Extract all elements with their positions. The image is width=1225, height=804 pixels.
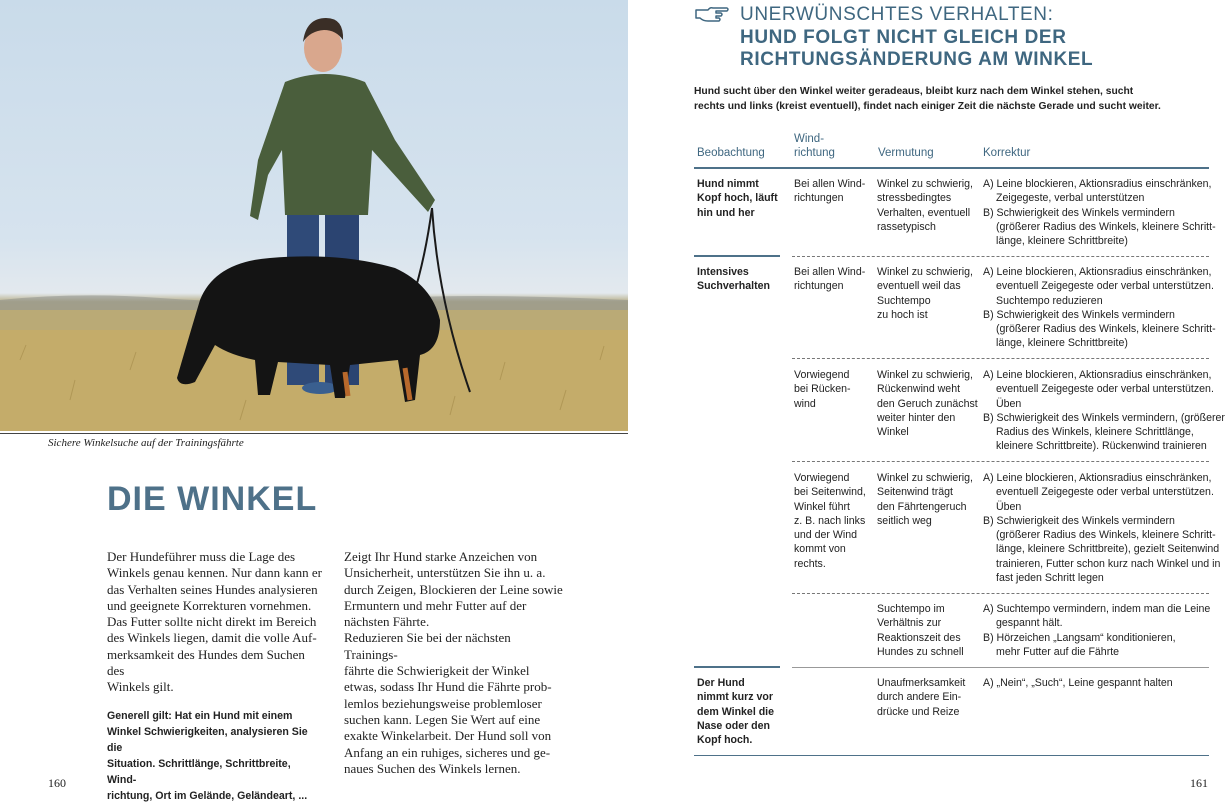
cell-line: Intensives (697, 266, 749, 278)
korrektur-cell (983, 265, 1216, 351)
cell-line: seitlich weg (877, 514, 932, 527)
cell-line: Unaufmerksamkeit (877, 677, 966, 689)
cell-line: Radius des Winkels, kleinere Schrittlänge, (996, 426, 1194, 439)
cell-line: Winkel zu schwierig, (877, 178, 973, 190)
text-line: Ermuntern und mehr Futter auf der (344, 597, 527, 613)
text-line: exakte Winkelarbeit. Der Hund soll von (344, 728, 552, 744)
text-line: Der Hundeführer muss die Lage des (107, 549, 296, 564)
cell-line: Bei allen Wind- (794, 178, 866, 190)
text-line: fährte die Schwierigkeit der Winkel (344, 663, 530, 679)
cell-line: A) „Nein“, „Such“, Leine gespannt halten (983, 677, 1173, 689)
korrektur-cell (983, 471, 1220, 585)
cell-line: weiter hinter den (877, 411, 956, 424)
cell-line: A) Leine blockieren, Aktionsradius einschränken, (983, 369, 1212, 381)
wind-cell (794, 471, 866, 571)
box-title (740, 4, 1093, 72)
cell-line: (größerer Radius des Winkels, kleinere Schritt- (996, 323, 1216, 336)
cell-line: Der Hund (697, 677, 745, 689)
cell-line: Hund nimmt (697, 178, 759, 190)
header-beobachtung: Beobachtung (697, 147, 765, 159)
row-rule (694, 255, 780, 257)
cell-line: bei Rücken- (794, 383, 851, 396)
cell-line: Hundes zu schnell (877, 645, 964, 658)
text-line: des Winkels liegen, damit die volle Auf- (107, 630, 317, 646)
cell-line: B) Hörzeichen „Langsam“ konditionieren, (983, 631, 1176, 644)
cell-line: B) Schwierigkeit des Winkels vermindern, (größerer (983, 411, 1225, 424)
row-rule (792, 593, 1209, 594)
cell-line: richtungen (794, 280, 844, 293)
page-number-right: 161 (1190, 776, 1208, 790)
vermutung-cell (877, 177, 973, 234)
cell-line: B) Schwierigkeit des Winkels vermindern (983, 308, 1175, 321)
cell-line: richtungen (794, 192, 844, 205)
text-line: suchen kann. Legen Sie Wert auf eine (344, 711, 541, 727)
cell-line: Reaktionszeit des (877, 631, 961, 644)
cell-line: den Fährtengeruch (877, 500, 967, 513)
vermutung-cell (877, 265, 973, 322)
cell-line: A) Leine blockieren, Aktionsradius einschränken, (983, 266, 1212, 278)
cell-line: Suchtempo reduzieren (996, 294, 1103, 307)
korrektur-cell (983, 676, 1173, 690)
korrektur-cell (983, 368, 1225, 454)
cell-line: nimmt kurz vor (697, 691, 773, 704)
cell-line: Verhalten, eventuell (877, 206, 971, 219)
text-line: Hund sucht über den Winkel weiter geradeaus, bleibt kurz nach dem Winkel stehen, sucht (694, 86, 1134, 97)
text-line: Winkels genau kennen. Nur dann kann er (107, 565, 322, 581)
cell-line: drücke und Reize (877, 705, 960, 718)
text-line: nächsten Fährte. (344, 614, 430, 630)
cell-line: (größerer Radius des Winkels, kleinere Schritt- (996, 529, 1216, 542)
cell-line: B) Schwierigkeit des Winkels vermindern (983, 514, 1175, 527)
cell-line: eventuell Zeigegeste oder verbal unterstützen. (996, 383, 1214, 396)
pointing-hand-icon (694, 4, 730, 24)
vermutung-cell (877, 602, 964, 659)
intro-text (694, 85, 1199, 114)
text-line: Anfang an ein ruhiges, sicheres und ge- (344, 744, 551, 760)
cell-line: eventuell Zeigegeste oder verbal unterstützen. (996, 486, 1214, 499)
wind-cell (794, 265, 865, 294)
cell-line: Nase oder den (697, 719, 771, 732)
cell-line: bei Seitenwind, (794, 486, 866, 499)
cell-line: rechts. (794, 557, 826, 570)
text-line: Reduzieren Sie bei der nächsten Trainings- (344, 630, 511, 662)
cell-line: Winkel führt (794, 500, 850, 513)
photo-caption: Sichere Winkelsuche auf der Trainingsfährte (48, 437, 244, 449)
row-rule (792, 256, 1209, 257)
header-korrektur: Korrektur (983, 147, 1031, 159)
cell-line: Zeigegeste, verbal unterstützen (996, 192, 1145, 205)
text-line: lemlos beziehungsweise problemloser (344, 695, 542, 711)
cell-line: Verhältnis zur (877, 617, 942, 630)
table-row (697, 265, 770, 294)
cell-line: Suchverhalten (697, 280, 771, 293)
cell-line: eventuell weil das (877, 280, 961, 293)
text-line: rechts und links (kreist eventuell), findet nach einiger Zeit die nächste Gerade und sucht weiter. (694, 100, 1161, 112)
cell-line: Winkel zu schwierig, (877, 369, 973, 381)
table-bottom-rule (694, 755, 1209, 756)
title-line: HUND FOLGT NICHT GLEICH DER (740, 26, 1067, 48)
header-vermutung: Vermutung (878, 147, 934, 159)
cell-line: (größerer Radius des Winkels, kleinere Schritt- (996, 220, 1216, 233)
cell-line: Suchtempo (877, 294, 931, 307)
cell-line: kleinere Schrittbreite). Rückenwind trainieren (996, 440, 1207, 453)
cell-line: rassetypisch (877, 220, 936, 233)
body-column-1 (107, 549, 322, 804)
text-line: merksamkeit des Hundes dem Suchen des (107, 646, 305, 679)
cell-line: A) Leine blockieren, Aktionsradius einschränken, (983, 472, 1212, 484)
cell-line: länge, kleinere Schrittbreite) (996, 235, 1128, 248)
cell-line: mehr Futter auf die Fährte (996, 645, 1120, 658)
text-line: Das Futter sollte nicht direkt im Bereich (107, 614, 317, 630)
photo-handler-with-dog (0, 0, 628, 431)
row-rule (792, 667, 1209, 668)
korrektur-cell (983, 177, 1216, 248)
cell-line: A) Suchtempo vermindern, indem man die Leine (983, 603, 1211, 615)
header-wind-line2: richtung (794, 147, 835, 159)
text-line: Generell gilt: Hat ein Hund mit einem (107, 709, 293, 722)
cell-line: B) Schwierigkeit des Winkels vermindern (983, 206, 1175, 219)
cell-line: durch andere Ein- (877, 691, 962, 704)
section-heading: DIE WINKEL (107, 480, 318, 518)
cell-line: Winkel zu schwierig, (877, 472, 973, 484)
cell-line: Winkel (877, 426, 909, 439)
tip-paragraph (107, 708, 322, 804)
text-line: Winkels gilt. (107, 679, 174, 695)
text-line: durch Zeigen, Blockieren der Leine sowie (344, 581, 563, 597)
text-line: Unsicherheit, unterstützen Sie ihn u. a. (344, 565, 546, 581)
cell-line: Suchtempo im (877, 603, 945, 615)
text-line: Winkel Schwierigkeiten, analysieren Sie die (107, 725, 308, 754)
row-rule (694, 666, 780, 668)
cell-line: kommt von (794, 543, 846, 556)
photo-illustration (0, 0, 628, 431)
wind-cell (794, 368, 851, 411)
cell-line: Winkel zu schwierig, (877, 266, 973, 278)
text-line: und geeignete Korrekturen vornehmen. (107, 597, 312, 613)
cell-line: dem Winkel die (697, 705, 775, 718)
row-rule (792, 461, 1209, 462)
table-row (697, 177, 778, 220)
cell-line: Kopf hoch, läuft (697, 192, 778, 205)
cell-line: Üben (996, 397, 1022, 410)
cell-line: z. B. nach links (794, 514, 866, 527)
cell-line: Rückenwind weht (877, 383, 961, 396)
cell-line: A) Leine blockieren, Aktionsradius einschränken, (983, 178, 1212, 190)
header-wind-line1: Wind- (794, 133, 825, 145)
cell-line: den Geruch zunächst (877, 397, 978, 410)
cell-line: eventuell Zeigegeste oder verbal unterstützen. (996, 280, 1214, 293)
cell-line: zu hoch ist (877, 308, 928, 321)
caption-rule (0, 433, 628, 434)
cell-line: trainieren, Futter schon kurz nach Winkel und in (996, 557, 1221, 570)
cell-line: hin und her (697, 206, 755, 219)
vermutung-cell (877, 368, 978, 439)
title-line: RICHTUNGSÄNDERUNG AM WINKEL (740, 49, 1094, 70)
cell-line: Vorwiegend (794, 369, 850, 381)
cell-line: Vorwiegend (794, 472, 850, 484)
text-line: das Verhalten seines Hundes analysieren (107, 581, 318, 597)
cell-line: wind (794, 397, 816, 410)
text-line: naues Suchen des Winkels lernen. (344, 760, 521, 776)
cell-line: und der Wind (794, 529, 858, 542)
text-line: richtung, Ort im Gelände, Geländeart, ... (107, 789, 308, 802)
cell-line: Bei allen Wind- (794, 266, 866, 278)
page-number-left: 160 (48, 776, 66, 790)
text-line: Zeigt Ihr Hund starke Anzeichen von (344, 549, 538, 564)
text-line: etwas, sodass Ihr Hund die Fährte prob- (344, 679, 552, 695)
cell-line: stressbedingtes (877, 192, 952, 205)
vermutung-cell (877, 676, 965, 719)
korrektur-cell (983, 602, 1210, 659)
cell-line: Seitenwind trägt (877, 486, 953, 499)
text-line: Situation. Schrittlänge, Schrittbreite, Wind- (107, 757, 291, 786)
cell-line: gespannt hält. (996, 617, 1063, 630)
vermutung-cell (877, 471, 973, 528)
title-line: UNERWÜNSCHTES VERHALTEN: (740, 4, 1054, 25)
cell-line: Üben (996, 500, 1022, 513)
row-rule (792, 358, 1209, 359)
cell-line: länge, kleinere Schrittbreite) (996, 337, 1128, 350)
cell-line: fast jeden Schritt legen (996, 572, 1104, 585)
cell-line: länge, kleinere Schrittbreite), gezielt Seitenwind (996, 543, 1220, 556)
cell-line: Kopf hoch. (697, 734, 753, 747)
table-row (697, 676, 774, 747)
body-column-2 (344, 549, 566, 777)
table-header-rule (694, 167, 1209, 169)
wind-cell (794, 177, 865, 206)
